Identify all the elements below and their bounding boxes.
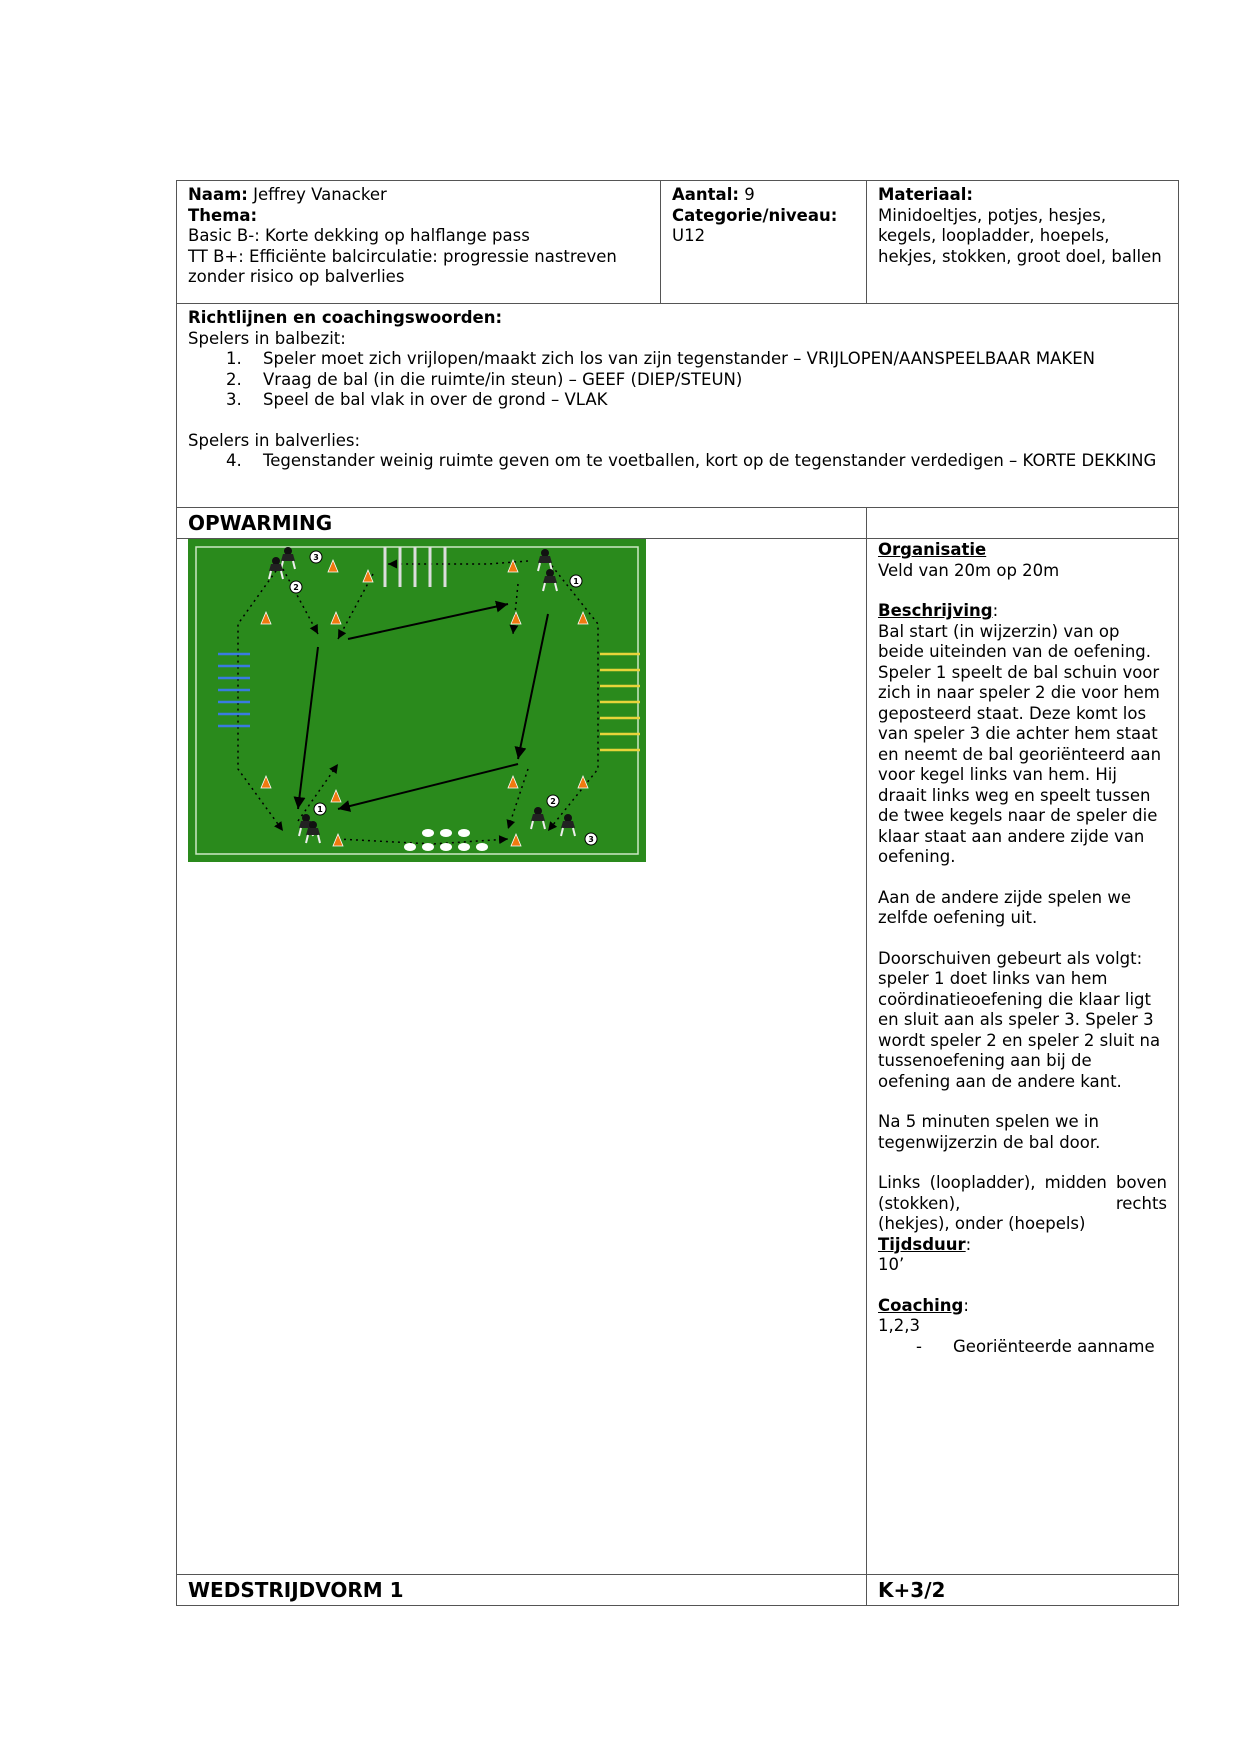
svg-text:2: 2 [293, 583, 299, 592]
coaching-value: 1,2,3 [878, 1316, 920, 1335]
beschrijving-p4: Doorschuiven gebeurt als volgt: speler 1 doet links van hem coördinatieoefening die klaar ligt en sluit aan als speler 3. Speler 3 wordt speler 2 en speler 2 sluit na tussenoefening aan bij de oefening aan de andere kant. [878, 948, 1161, 1091]
beschrijving-label: Beschrijving [878, 601, 993, 620]
tijdsduur-label: Tijdsduur [878, 1234, 966, 1254]
aantal-label: Aantal: [672, 185, 739, 204]
categorie-value: U12 [672, 226, 706, 245]
thema-line1: Basic B-: Korte dekking op halflange pass [188, 226, 530, 245]
aantal-value: 9 [744, 185, 755, 204]
svg-text:1: 1 [573, 577, 579, 586]
svg-text:3: 3 [313, 553, 319, 562]
beschrijving-p2: Speler 1 speelt de bal schuin voor zich in naar speler 2 die voor hem geposteerd staat. Deze komt los van speler 3 die achter hem staat en neemt de bal georiënteerd aan voor kegel links van hem. Hij draait links weg en speelt tussen de twee kegels naar de speler die klaar staat aan andere zijde van oefening. [878, 662, 1162, 866]
pitch-diagram [188, 539, 646, 862]
balverlies-list [188, 451, 1167, 472]
balbezit-label: Spelers in balbezit: [188, 328, 346, 348]
svg-text:3: 3 [588, 835, 594, 844]
list-item: 4. Tegenstander weinig ruimte geven om te voetballen, kort op de tegenstander verdedigen – KORTE DEKKING [226, 451, 1157, 470]
thema-label: Thema: [188, 205, 258, 225]
aantal-cell [661, 181, 867, 304]
diagram-cell [177, 539, 867, 1575]
materiaal-cell [867, 181, 1179, 304]
richtlijnen-title: Richtlijnen en coachingswoorden: [188, 308, 503, 327]
beschrijving-p6-line2: (hekjes), onder (hoepels) [878, 1214, 1086, 1233]
organisatie-text: Veld van 20m op 20m [878, 560, 1060, 580]
wedstrijdvorm-title: WEDSTRIJDVORM 1 [177, 1575, 867, 1606]
pitch-surface [188, 539, 646, 862]
categorie-label: Categorie/niveau: [672, 205, 838, 225]
list-item: 1. Speler moet zich vrijlopen/maakt zich los van zijn tegenstander – VRIJLOPEN/AANSPEELBAAR MAKEN [226, 349, 1096, 368]
beschrijving-p1: Bal start (in wijzerzin) van op beide uiteinden van de oefening. [878, 621, 1151, 661]
richtlijnen-cell [177, 304, 1179, 508]
balbezit-list [188, 349, 1167, 411]
document-page [176, 180, 1178, 1606]
beschrijving-p3: Aan de andere zijde spelen we zelfde oefening uit. [878, 887, 1132, 927]
coaching-label: Coaching [878, 1295, 964, 1315]
opwarming-description-cell: Organisatie Veld van 20m op 20m Beschrijving: Bal start (in wijzerzin) van op beide uiteinden van de oefening. Speler 1 speelt de bal schuin voor zich in naar speler 2 die voor hem geposteerd staat. Deze komt los van speler 3 die achter hem staat en neemt de bal georiënteerd aan voor kegel links van hem. Hij draait links weg en speelt tussen de twee kegels naar de speler die klaar staat aan andere zijde van oefening. Aan de andere zijde spelen we zelfde oefening uit. Doorschuiven gebeurt als volgt: speler 1 doet links van hem coördinatieoefening die klaar ligt en sluit aan als speler 3. Speler 3 wordt speler 2 en speler 2 sluit na tussenoefening aan bij de oefening aan de andere kant. Na 5 minuten spelen we in tegenwijzerzin de bal door. Links (loopladder), midden boven (stokken), rechts (hekjes), onder (hoepels) Tijdsduur: 10’ Coaching: 1,2,3 - Georiënteerde aanname [867, 539, 1179, 1575]
beschrijving-p6-line1: Links (loopladder), midden boven (stokken), rechts [878, 1173, 1168, 1213]
list-item: 3. Speel de bal vlak in over de grond – VLAK [226, 390, 608, 409]
beschrijving-p5: Na 5 minuten spelen we in tegenwijzerzin de bal door. [878, 1112, 1101, 1152]
naam-value: Jeffrey Vanacker [253, 185, 387, 204]
materiaal-label: Materiaal: [878, 185, 973, 204]
naam-thema-cell [177, 181, 661, 304]
balverlies-label: Spelers in balverlies: [188, 430, 361, 450]
svg-text:1: 1 [317, 805, 323, 814]
tijdsduur-value: 10’ [878, 1255, 905, 1274]
opwarming-title-right [867, 508, 1179, 539]
coaching-item: - Georiënteerde aanname [916, 1336, 1155, 1356]
svg-text:2: 2 [550, 797, 556, 806]
wedstrijdvorm-format: K+3/2 [867, 1575, 1179, 1606]
organisatie-label: Organisatie [878, 540, 987, 559]
list-item: 2. Vraag de bal (in die ruimte/in steun) – GEEF (DIEP/STEUN) [226, 369, 743, 389]
naam-label: Naam: [188, 185, 248, 204]
thema-line2: TT B+: Efficiënte balcirculatie: progressie nastreven zonder risico op balverlies [188, 246, 617, 286]
materiaal-value: Minidoeltjes, potjes, hesjes, kegels, loopladder, hoepels, hekjes, stokken, groot doel, ballen [878, 205, 1162, 266]
loopladder-group [218, 654, 250, 726]
session-table [176, 180, 1179, 1606]
opwarming-title: OPWARMING [177, 508, 867, 539]
